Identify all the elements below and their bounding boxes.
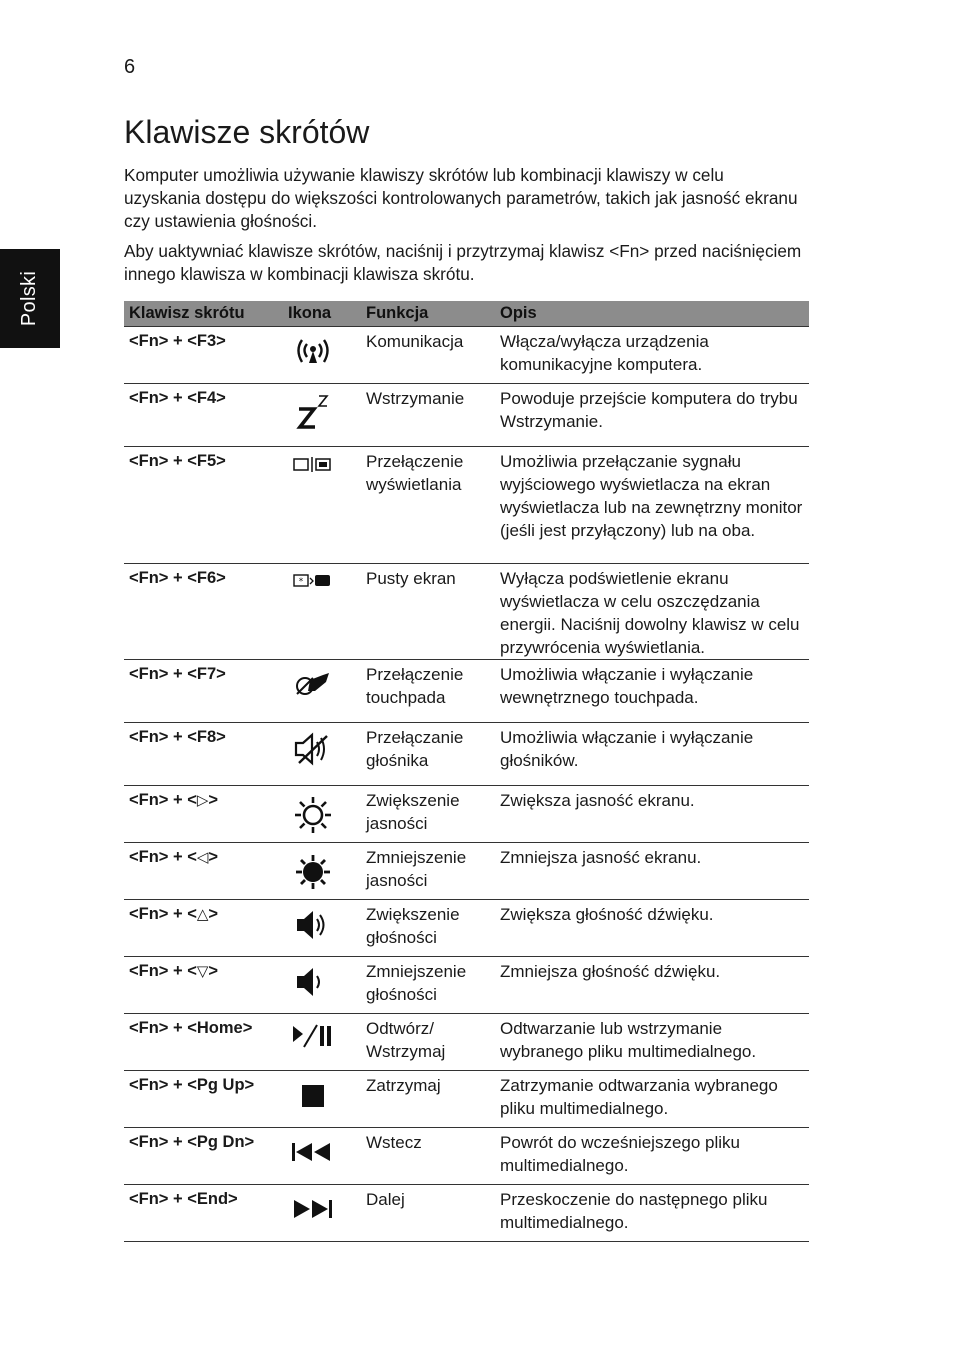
function-description: Zwiększa głośność dźwięku. bbox=[495, 900, 809, 957]
function-name: Przełączenie touchpada bbox=[361, 660, 495, 723]
shortcut-key-suffix: > bbox=[208, 848, 219, 866]
table-row bbox=[124, 1071, 809, 1128]
language-label: Polski bbox=[18, 270, 41, 327]
language-side-tab bbox=[0, 249, 60, 348]
shortcut-key: <Fn> + <F3> bbox=[124, 327, 283, 384]
right-arrow-key-glyph: ▷ bbox=[196, 792, 209, 809]
function-name: Wstrzymanie bbox=[361, 384, 495, 447]
table-row bbox=[124, 1014, 809, 1071]
function-description: Wyłącza podświetlenie ekranu wyświetlacza w celu oszczędzania energii. Naciśnij dowolny klawisz w celu przywrócenia wyświetlania. bbox=[495, 564, 809, 660]
function-name: Pusty ekran bbox=[361, 564, 495, 660]
shortcut-key bbox=[124, 786, 283, 843]
function-name: Zatrzymaj bbox=[361, 1071, 495, 1128]
header-icon: Ikona bbox=[283, 301, 361, 327]
header-key: Klawisz skrótu bbox=[124, 301, 283, 327]
table-row bbox=[124, 327, 809, 384]
stop-icon bbox=[301, 1084, 325, 1108]
function-name: Odtwórz/ Wstrzymaj bbox=[361, 1014, 495, 1071]
display-toggle-icon bbox=[293, 456, 333, 474]
function-name: Wstecz bbox=[361, 1128, 495, 1185]
page-number: 6 bbox=[124, 56, 136, 78]
header-function: Funkcja bbox=[361, 301, 495, 327]
shortcut-key-suffix: > bbox=[208, 962, 219, 980]
next-track-icon bbox=[290, 1198, 336, 1220]
instruction-paragraph: Aby uaktywniać klawisze skrótów, naciśnij i przytrzymaj klawisz <Fn> przed naciśnięciem innego klawisza w kombinacji klawisza skrótu. bbox=[124, 241, 802, 284]
shortcut-key: <Fn> + <F7> bbox=[124, 660, 283, 723]
shortcut-key: <Fn> + <Home> bbox=[124, 1014, 283, 1071]
wireless-icon bbox=[293, 336, 333, 366]
left-arrow-key-glyph: ◁ bbox=[196, 849, 209, 866]
function-description: Umożliwia włączanie i wyłączanie wewnętrznego touchpada. bbox=[495, 660, 809, 723]
function-name: Zwiększenie jasności bbox=[361, 786, 495, 843]
shortcut-key: <Fn> + <Pg Dn> bbox=[124, 1128, 283, 1185]
shortcut-key-prefix: <Fn> + < bbox=[129, 848, 197, 866]
volume-up-icon bbox=[293, 909, 333, 941]
shortcut-key: <Fn> + <F4> bbox=[124, 384, 283, 447]
up-arrow-key-glyph: △ bbox=[196, 906, 209, 923]
shortcut-key-prefix: <Fn> + < bbox=[129, 962, 197, 980]
brightness-down-icon bbox=[293, 852, 333, 892]
table-row bbox=[124, 660, 809, 723]
table-row bbox=[124, 1185, 809, 1242]
shortcut-key bbox=[124, 843, 283, 900]
table-row bbox=[124, 384, 809, 447]
shortcut-key-prefix: <Fn> + < bbox=[129, 905, 197, 923]
svg-text:*: * bbox=[298, 577, 304, 587]
function-name: Przełączenie wyświetlania bbox=[361, 447, 495, 564]
table-row bbox=[124, 447, 809, 564]
play-pause-icon bbox=[291, 1023, 335, 1049]
table-row bbox=[124, 843, 809, 900]
shortcut-key-suffix: > bbox=[208, 905, 219, 923]
function-description: Umożliwia włączanie i wyłączanie głośników. bbox=[495, 723, 809, 786]
volume-down-icon bbox=[293, 966, 333, 998]
function-name: Zmniejszenie głośności bbox=[361, 957, 495, 1014]
function-name: Zwiększenie głośności bbox=[361, 900, 495, 957]
touchpad-toggle-icon bbox=[293, 669, 333, 699]
down-arrow-key-glyph: ▽ bbox=[196, 963, 209, 980]
function-name: Przełączanie głośnika bbox=[361, 723, 495, 786]
shortcut-table bbox=[124, 301, 809, 1242]
table-row bbox=[124, 723, 809, 786]
brightness-up-icon bbox=[293, 795, 333, 835]
function-name: Komunikacja bbox=[361, 327, 495, 384]
function-description: Umożliwia przełączanie sygnału wyjściowego wyświetlacza na ekran wyświetlacza lub na zewnętrzny monitor (jeśli jest przyłączony) lub na oba. bbox=[495, 447, 809, 564]
shortcut-key bbox=[124, 900, 283, 957]
table-row bbox=[124, 957, 809, 1014]
function-description: Włącza/wyłącza urządzenia komunikacyjne komputera. bbox=[495, 327, 809, 384]
function-description: Zmniejsza jasność ekranu. bbox=[495, 843, 809, 900]
function-name: Zmniejszenie jasności bbox=[361, 843, 495, 900]
shortcut-key: <Fn> + <Pg Up> bbox=[124, 1071, 283, 1128]
shortcut-key: <Fn> + <F6> bbox=[124, 564, 283, 660]
screen-blank-icon bbox=[293, 573, 333, 589]
function-description: Zatrzymanie odtwarzania wybranego pliku multimedialnego. bbox=[495, 1071, 809, 1128]
intro-paragraph: Komputer umożliwia używanie klawiszy skrótów lub kombinacji klawiszy w celu uzyskania dostępu do większości kontrolowanych parametrów, takich jak jasność ekranu czy ustawienia głośności. bbox=[124, 165, 798, 231]
function-description: Powoduje przejście komputera do trybu Wstrzymanie. bbox=[495, 384, 809, 447]
table-row bbox=[124, 900, 809, 957]
shortcut-key-suffix: > bbox=[208, 791, 219, 809]
function-description: Odtwarzanie lub wstrzymanie wybranego pliku multimedialnego. bbox=[495, 1014, 809, 1071]
table-row bbox=[124, 564, 809, 660]
speaker-toggle-icon bbox=[293, 732, 333, 766]
shortcut-key: <Fn> + <End> bbox=[124, 1185, 283, 1242]
sleep-icon bbox=[296, 393, 330, 431]
table-row bbox=[124, 786, 809, 843]
function-description: Zwiększa jasność ekranu. bbox=[495, 786, 809, 843]
shortcut-key bbox=[124, 957, 283, 1014]
function-description: Powrót do wcześniejszego pliku multimedialnego. bbox=[495, 1128, 809, 1185]
function-name: Dalej bbox=[361, 1185, 495, 1242]
function-description: Zmniejsza głośność dźwięku. bbox=[495, 957, 809, 1014]
page-title: Klawisze skrótów bbox=[124, 114, 370, 150]
shortcut-key-prefix: <Fn> + < bbox=[129, 791, 197, 809]
table-row bbox=[124, 1128, 809, 1185]
function-description: Przeskoczenie do następnego pliku multimedialnego. bbox=[495, 1185, 809, 1242]
shortcut-key: <Fn> + <F8> bbox=[124, 723, 283, 786]
shortcut-key: <Fn> + <F5> bbox=[124, 447, 283, 564]
header-description: Opis bbox=[495, 301, 809, 327]
previous-track-icon bbox=[290, 1141, 336, 1163]
table-header-row bbox=[124, 301, 809, 327]
